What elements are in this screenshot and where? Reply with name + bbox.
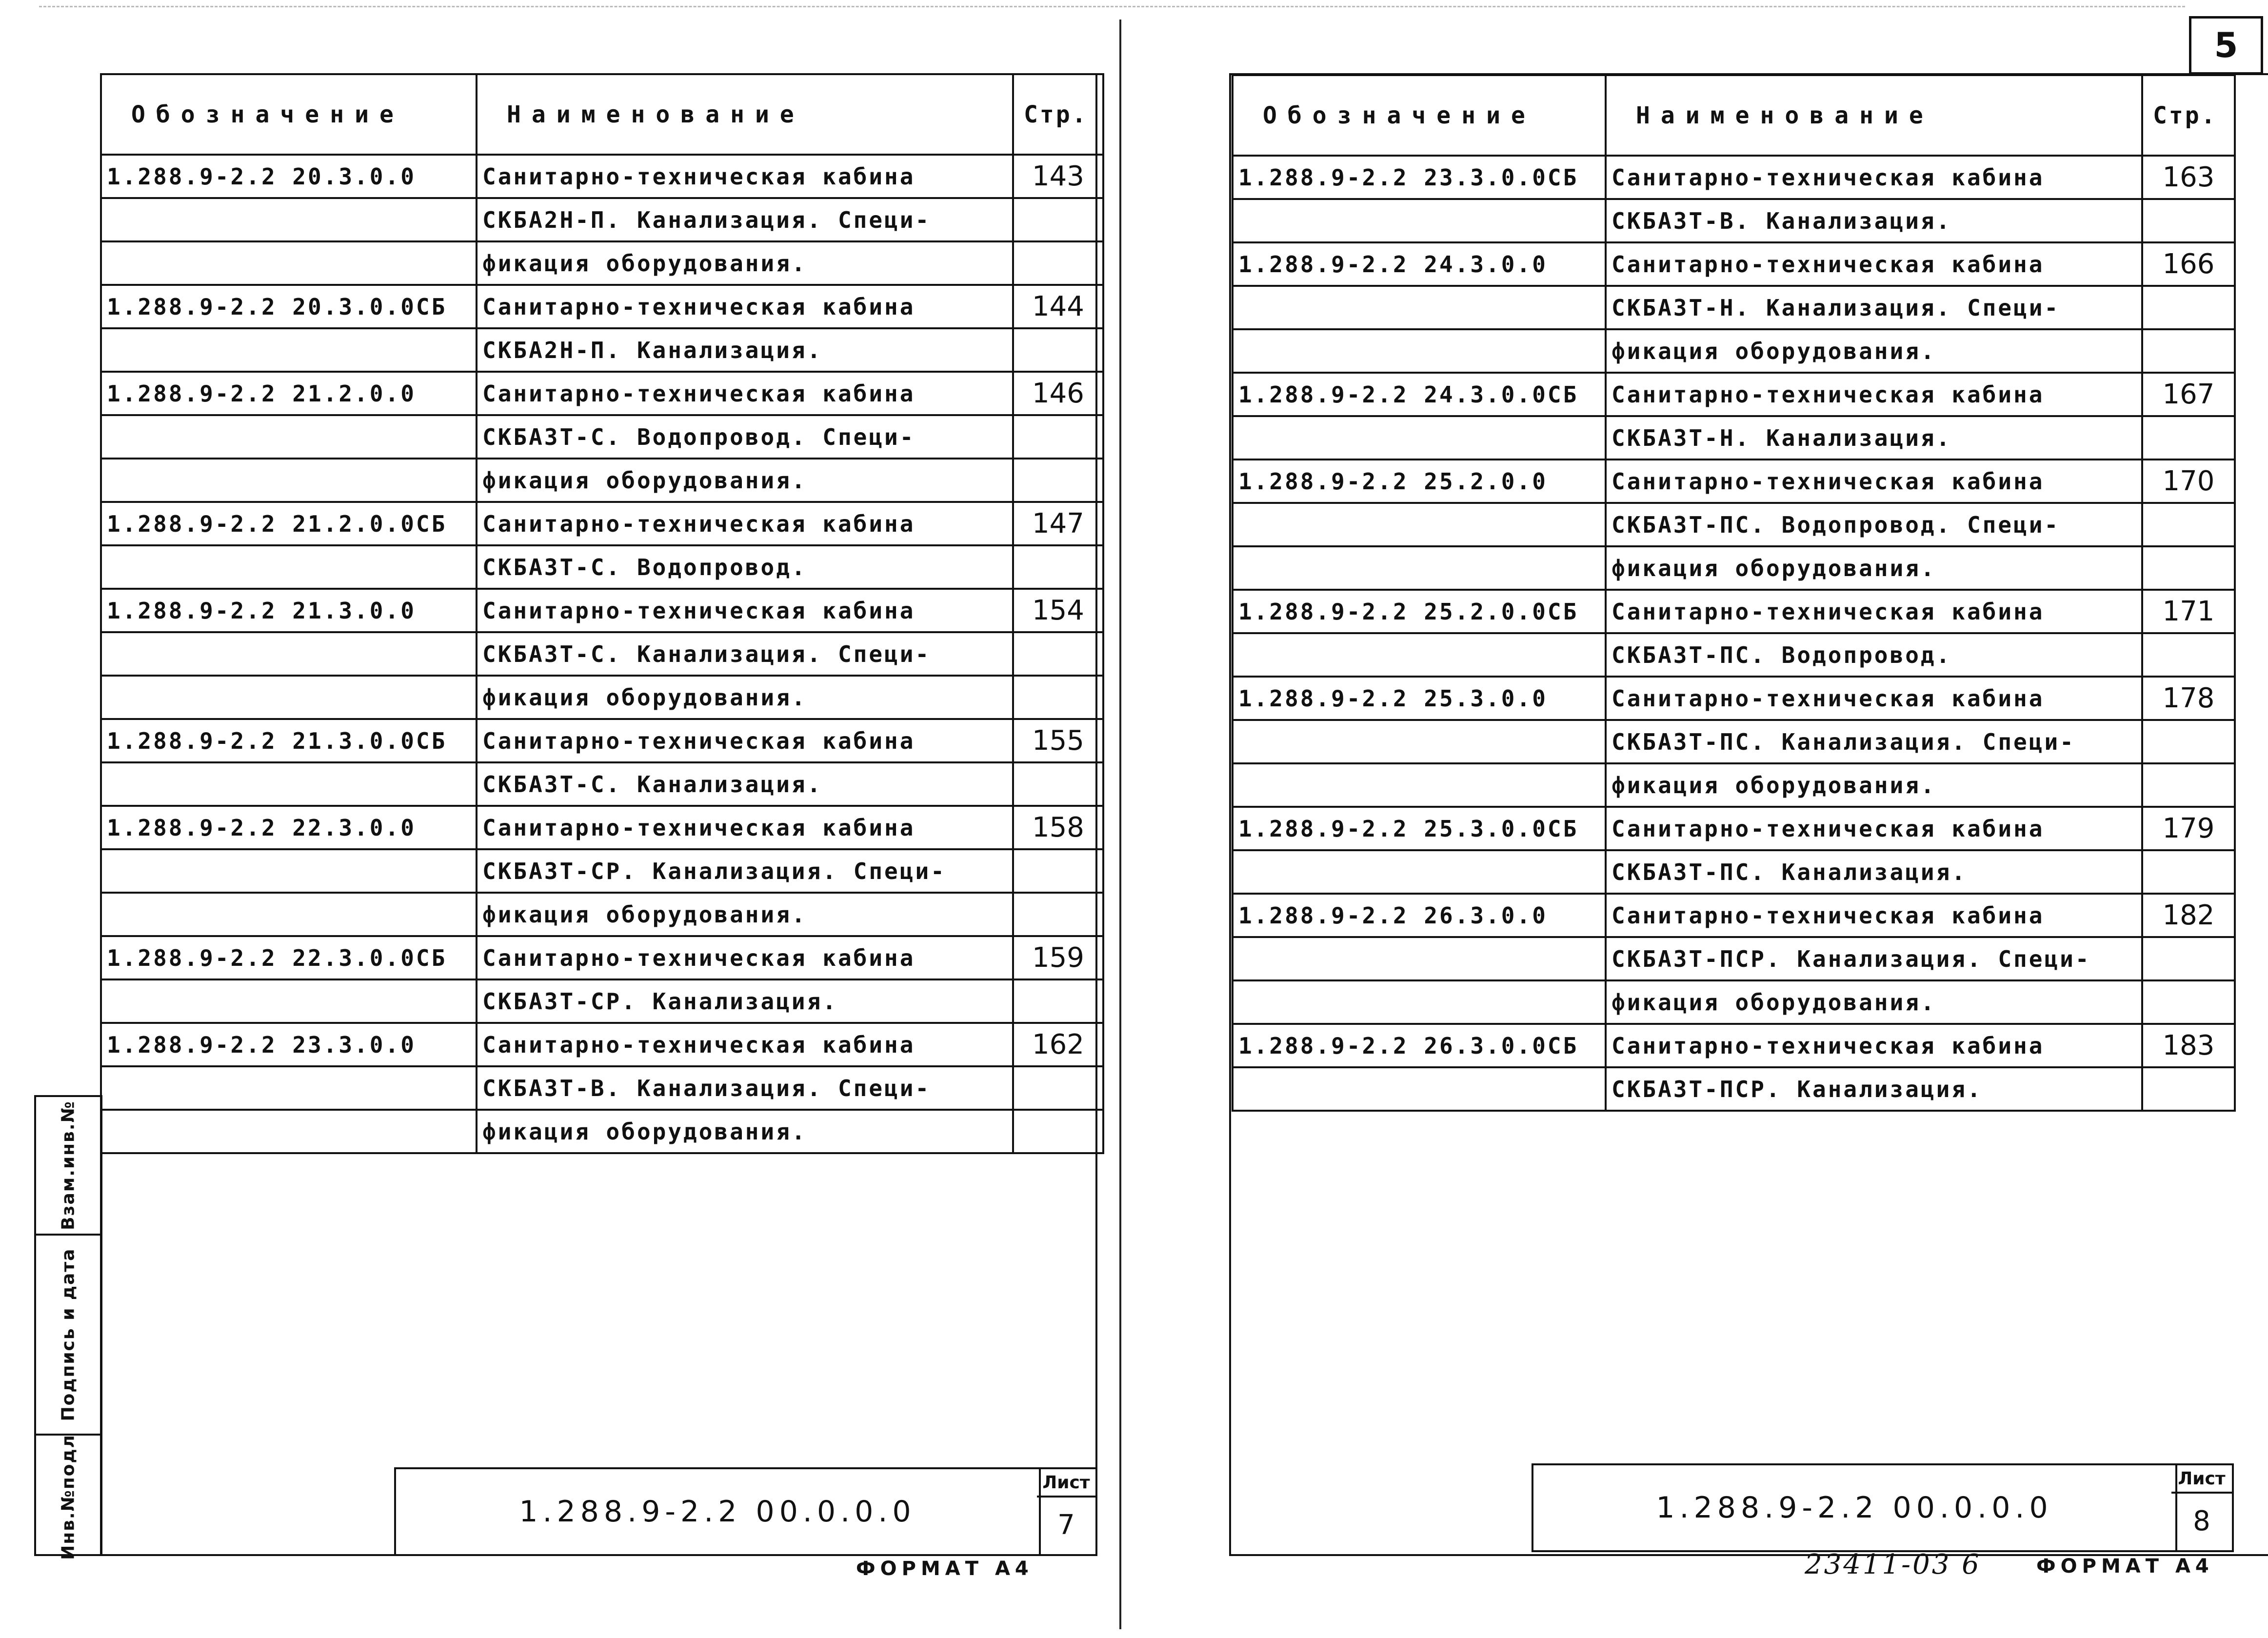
table-row — [1233, 677, 2235, 720]
entry-page-empty — [2142, 546, 2235, 590]
entry-page-empty — [1013, 1066, 1103, 1110]
table-row — [1233, 720, 2235, 763]
entry-page-empty — [2142, 980, 2235, 1024]
table-row — [1233, 590, 2235, 633]
page-number: 5 — [2189, 16, 2263, 75]
entry-name-line: фикация оборудования. — [1606, 329, 2142, 373]
table-row — [101, 545, 1103, 589]
table-row — [101, 676, 1103, 719]
entry-code-empty — [1233, 416, 1606, 459]
entry-page: 144 — [1013, 285, 1103, 328]
table-row — [1233, 894, 2235, 937]
entry-code: 1.288.9-2.2 24.3.0.0СБ — [1233, 373, 1606, 416]
left-list-label: Лист — [1037, 1469, 1095, 1498]
entry-name-line: СКБА3Т-ПСР. Канализация. Специ- — [1606, 937, 2142, 980]
entry-code: 1.288.9-2.2 20.3.0.0СБ — [101, 285, 477, 328]
left-format-label: ФОРМАТ А4 — [856, 1558, 1034, 1580]
entry-name-line: фикация оборудования. — [1606, 763, 2142, 807]
right-title-block — [1532, 1463, 2234, 1552]
entry-name-line: СКБА3Т-ПС. Водопровод. — [1606, 633, 2142, 677]
entry-code-empty — [1233, 850, 1606, 894]
entry-page: 146 — [1013, 372, 1103, 415]
left-list-value: 7 — [1057, 1509, 1075, 1541]
left-table-body — [101, 155, 1103, 1153]
table-row — [101, 719, 1103, 762]
entry-name-line: фикация оборудования. — [477, 893, 1013, 936]
table-row — [1233, 1067, 2235, 1111]
entry-name-line: фикация оборудования. — [1606, 546, 2142, 590]
right-table-body — [1233, 156, 2235, 1111]
entry-page: 159 — [1013, 936, 1103, 979]
entry-page-empty — [1013, 979, 1103, 1023]
entry-page: 182 — [2142, 894, 2235, 937]
entry-page: 179 — [2142, 807, 2235, 850]
table-row — [101, 936, 1103, 979]
entry-page-empty — [2142, 720, 2235, 763]
entry-code: 1.288.9-2.2 22.3.0.0 — [101, 806, 477, 849]
entry-name-line: Санитарно-техническая кабина — [1606, 807, 2142, 850]
entry-code: 1.288.9-2.2 21.2.0.0 — [101, 372, 477, 415]
entry-code-empty — [101, 979, 477, 1023]
entry-code: 1.288.9-2.2 23.3.0.0СБ — [1233, 156, 1606, 199]
entry-code-empty — [1233, 503, 1606, 546]
entry-code-empty — [1233, 546, 1606, 590]
entry-name-line: СКБА2Н-П. Канализация. — [477, 328, 1013, 372]
entry-code-empty — [1233, 286, 1606, 329]
entry-code-empty — [101, 676, 477, 719]
table-row — [101, 806, 1103, 849]
entry-page: 167 — [2142, 373, 2235, 416]
table-row — [101, 762, 1103, 806]
archive-number: 23411-03 6 — [1805, 1549, 1981, 1580]
entry-page-empty — [1013, 1110, 1103, 1153]
entry-name-line: фикация оборудования. — [477, 241, 1013, 285]
table-row — [1233, 633, 2235, 677]
entry-name-line: СКБА3Т-Н. Канализация. Специ- — [1606, 286, 2142, 329]
entry-name-line: фикация оборудования. — [477, 676, 1013, 719]
table-row — [101, 632, 1103, 676]
entry-page-empty — [2142, 503, 2235, 546]
entry-page-empty — [2142, 937, 2235, 980]
entry-name-line: СКБА3Т-В. Канализация. — [1606, 199, 2142, 242]
entry-name-line: СКБА3Т-Н. Канализация. — [1606, 416, 2142, 459]
header-name: Наименование — [477, 74, 1013, 155]
table-row — [101, 1066, 1103, 1110]
side-cell-inv — [36, 1434, 100, 1558]
entry-code: 1.288.9-2.2 21.3.0.0СБ — [101, 719, 477, 762]
header-page: Стр. — [1013, 74, 1103, 155]
entry-name-line: Санитарно-техническая кабина — [477, 589, 1013, 632]
table-row — [1233, 546, 2235, 590]
entry-page-empty — [2142, 850, 2235, 894]
table-row — [101, 198, 1103, 241]
entry-code-empty — [1233, 763, 1606, 807]
entry-name-line: СКБА2Н-П. Канализация. Специ- — [477, 198, 1013, 241]
entry-name-line: Санитарно-техническая кабина — [477, 285, 1013, 328]
entry-name-line: Санитарно-техническая кабина — [477, 719, 1013, 762]
table-row — [1233, 980, 2235, 1024]
entry-page-empty — [2142, 416, 2235, 459]
entry-code: 1.288.9-2.2 23.3.0.0 — [101, 1023, 477, 1066]
table-row — [1233, 459, 2235, 503]
table-row — [101, 285, 1103, 328]
entry-code-empty — [101, 328, 477, 372]
entry-code: 1.288.9-2.2 25.3.0.0 — [1233, 677, 1606, 720]
table-row — [101, 415, 1103, 459]
right-contents-table — [1232, 74, 2236, 1112]
entry-name-line: Санитарно-техническая кабина — [1606, 894, 2142, 937]
entry-code: 1.288.9-2.2 21.2.0.0СБ — [101, 502, 477, 545]
table-row — [101, 589, 1103, 632]
entry-code-empty — [1233, 329, 1606, 373]
entry-page-empty — [2142, 199, 2235, 242]
header-name: Наименование — [1606, 75, 2142, 156]
entry-code-empty — [1233, 980, 1606, 1024]
entry-code: 1.288.9-2.2 26.3.0.0 — [1233, 894, 1606, 937]
entry-code-empty — [101, 241, 477, 285]
table-row — [101, 502, 1103, 545]
entry-name-line: Санитарно-техническая кабина — [477, 155, 1013, 198]
entry-page-empty — [1013, 198, 1103, 241]
entry-code: 1.288.9-2.2 25.3.0.0СБ — [1233, 807, 1606, 850]
entry-name-line: СКБА3Т-ПС. Канализация. Специ- — [1606, 720, 2142, 763]
entry-name-line: СКБА3Т-СР. Канализация. Специ- — [477, 849, 1013, 893]
table-row — [1233, 937, 2235, 980]
table-row — [1233, 156, 2235, 199]
entry-page: 154 — [1013, 589, 1103, 632]
table-row — [1233, 286, 2235, 329]
entry-code: 1.288.9-2.2 26.3.0.0СБ — [1233, 1024, 1606, 1067]
entry-code-empty — [101, 1066, 477, 1110]
side-cell-signature — [36, 1234, 100, 1434]
entry-code-empty — [101, 545, 477, 589]
entry-page: 183 — [2142, 1024, 2235, 1067]
table-row — [101, 893, 1103, 936]
entry-name-line: Санитарно-техническая кабина — [477, 806, 1013, 849]
table-row — [1233, 503, 2235, 546]
entry-page: 171 — [2142, 590, 2235, 633]
entry-page: 155 — [1013, 719, 1103, 762]
left-doc-number: 1.288.9-2.2 00.0.0.0 — [396, 1469, 1041, 1554]
table-row — [1233, 416, 2235, 459]
entry-page: 158 — [1013, 806, 1103, 849]
table-row — [1233, 199, 2235, 242]
entry-code-empty — [1233, 937, 1606, 980]
entry-name-line: Санитарно-техническая кабина — [1606, 677, 2142, 720]
entry-page: 143 — [1013, 155, 1103, 198]
entry-page-empty — [1013, 459, 1103, 502]
table-row — [101, 155, 1103, 198]
entry-code-empty — [101, 459, 477, 502]
entry-name-line: Санитарно-техническая кабина — [1606, 1024, 2142, 1067]
entry-name-line: СКБА3Т-С. Водопровод. — [477, 545, 1013, 589]
entry-page-empty — [1013, 545, 1103, 589]
entry-name-line: СКБА3Т-С. Канализация. Специ- — [477, 632, 1013, 676]
header-code: Обозначение — [1233, 75, 1606, 156]
entry-name-line: Санитарно-техническая кабина — [1606, 156, 2142, 199]
entry-page-empty — [1013, 415, 1103, 459]
entry-page-empty — [2142, 763, 2235, 807]
entry-page-empty — [2142, 633, 2235, 677]
entry-code: 1.288.9-2.2 21.3.0.0 — [101, 589, 477, 632]
entry-page: 166 — [2142, 242, 2235, 286]
entry-name-line: СКБА3Т-ПСР. Канализация. — [1606, 1067, 2142, 1111]
right-list-value: 8 — [2193, 1505, 2210, 1537]
table-row — [101, 372, 1103, 415]
entry-name-line: Санитарно-техническая кабина — [477, 936, 1013, 979]
entry-code-empty — [101, 632, 477, 676]
side-label-inv: Инв.№подл — [58, 1434, 79, 1560]
right-doc-number: 1.288.9-2.2 00.0.0.0 — [1533, 1465, 2177, 1550]
entry-page-empty — [1013, 849, 1103, 893]
entry-code-empty — [101, 893, 477, 936]
table-row — [1233, 329, 2235, 373]
entry-code-empty — [1233, 199, 1606, 242]
entry-code-empty — [101, 849, 477, 893]
sheet-divider — [1119, 20, 1121, 1629]
entry-code-empty — [1233, 633, 1606, 677]
entry-page: 147 — [1013, 502, 1103, 545]
entry-name-line: СКБА3Т-С. Канализация. — [477, 762, 1013, 806]
entry-page-empty — [2142, 329, 2235, 373]
entry-code-empty — [101, 198, 477, 241]
entry-page: 170 — [2142, 459, 2235, 503]
side-label-replace: Взам.инв.№ — [58, 1100, 79, 1230]
left-title-block — [394, 1467, 1097, 1556]
entry-code: 1.288.9-2.2 24.3.0.0 — [1233, 242, 1606, 286]
table-row — [101, 849, 1103, 893]
entry-page-empty — [2142, 286, 2235, 329]
entry-code-empty — [1233, 1067, 1606, 1111]
left-contents-table — [100, 73, 1104, 1154]
entry-page-empty — [1013, 676, 1103, 719]
entry-name-line: Санитарно-техническая кабина — [1606, 373, 2142, 416]
entry-page: 163 — [2142, 156, 2235, 199]
entry-name-line: Санитарно-техническая кабина — [1606, 590, 2142, 633]
entry-code-empty — [1233, 720, 1606, 763]
entry-name-line: СКБА3Т-ПС. Водопровод. Специ- — [1606, 503, 2142, 546]
right-format-label: ФОРМАТ А4 — [2036, 1555, 2214, 1578]
entry-page-empty — [1013, 762, 1103, 806]
entry-code-empty — [101, 1110, 477, 1153]
entry-page-empty — [1013, 328, 1103, 372]
entry-name-line: Санитарно-техническая кабина — [1606, 242, 2142, 286]
entry-code: 1.288.9-2.2 25.2.0.0 — [1233, 459, 1606, 503]
entry-code: 1.288.9-2.2 22.3.0.0СБ — [101, 936, 477, 979]
table-row — [101, 979, 1103, 1023]
entry-name-line: СКБА3Т-СР. Канализация. — [477, 979, 1013, 1023]
entry-name-line: фикация оборудования. — [477, 459, 1013, 502]
entry-page-empty — [1013, 632, 1103, 676]
side-label-signature: Подпись и дата — [58, 1248, 79, 1421]
entry-name-line: Санитарно-техническая кабина — [477, 1023, 1013, 1066]
entry-code: 1.288.9-2.2 20.3.0.0 — [101, 155, 477, 198]
entry-name-line: СКБА3Т-В. Канализация. Специ- — [477, 1066, 1013, 1110]
table-row — [1233, 763, 2235, 807]
entry-code: 1.288.9-2.2 25.2.0.0СБ — [1233, 590, 1606, 633]
table-row — [1233, 373, 2235, 416]
table-row — [1233, 242, 2235, 286]
entry-name-line: СКБА3Т-ПС. Канализация. — [1606, 850, 2142, 894]
entry-page-empty — [1013, 241, 1103, 285]
entry-name-line: Санитарно-техническая кабина — [477, 502, 1013, 545]
table-row — [101, 328, 1103, 372]
side-stamp-column — [34, 1095, 102, 1560]
entry-page: 162 — [1013, 1023, 1103, 1066]
right-list-label: Лист — [2171, 1465, 2232, 1494]
header-code: Обозначение — [101, 74, 477, 155]
table-row — [1233, 1024, 2235, 1067]
table-row — [1233, 807, 2235, 850]
entry-page: 178 — [2142, 677, 2235, 720]
side-cell-replace — [36, 1097, 100, 1234]
entry-name-line: фикация оборудования. — [477, 1110, 1013, 1153]
entry-name-line: СКБА3Т-С. Водопровод. Специ- — [477, 415, 1013, 459]
scan-top-edge — [39, 6, 2185, 7]
table-row — [1233, 850, 2235, 894]
entry-code-empty — [101, 415, 477, 459]
entry-name-line: Санитарно-техническая кабина — [1606, 459, 2142, 503]
entry-name-line: Санитарно-техническая кабина — [477, 372, 1013, 415]
table-row — [101, 241, 1103, 285]
entry-page-empty — [2142, 1067, 2235, 1111]
header-page: Стр. — [2142, 75, 2235, 156]
entry-page-empty — [1013, 893, 1103, 936]
table-row — [101, 459, 1103, 502]
table-row — [101, 1023, 1103, 1066]
table-row — [101, 1110, 1103, 1153]
entry-name-line: фикация оборудования. — [1606, 980, 2142, 1024]
entry-code-empty — [101, 762, 477, 806]
